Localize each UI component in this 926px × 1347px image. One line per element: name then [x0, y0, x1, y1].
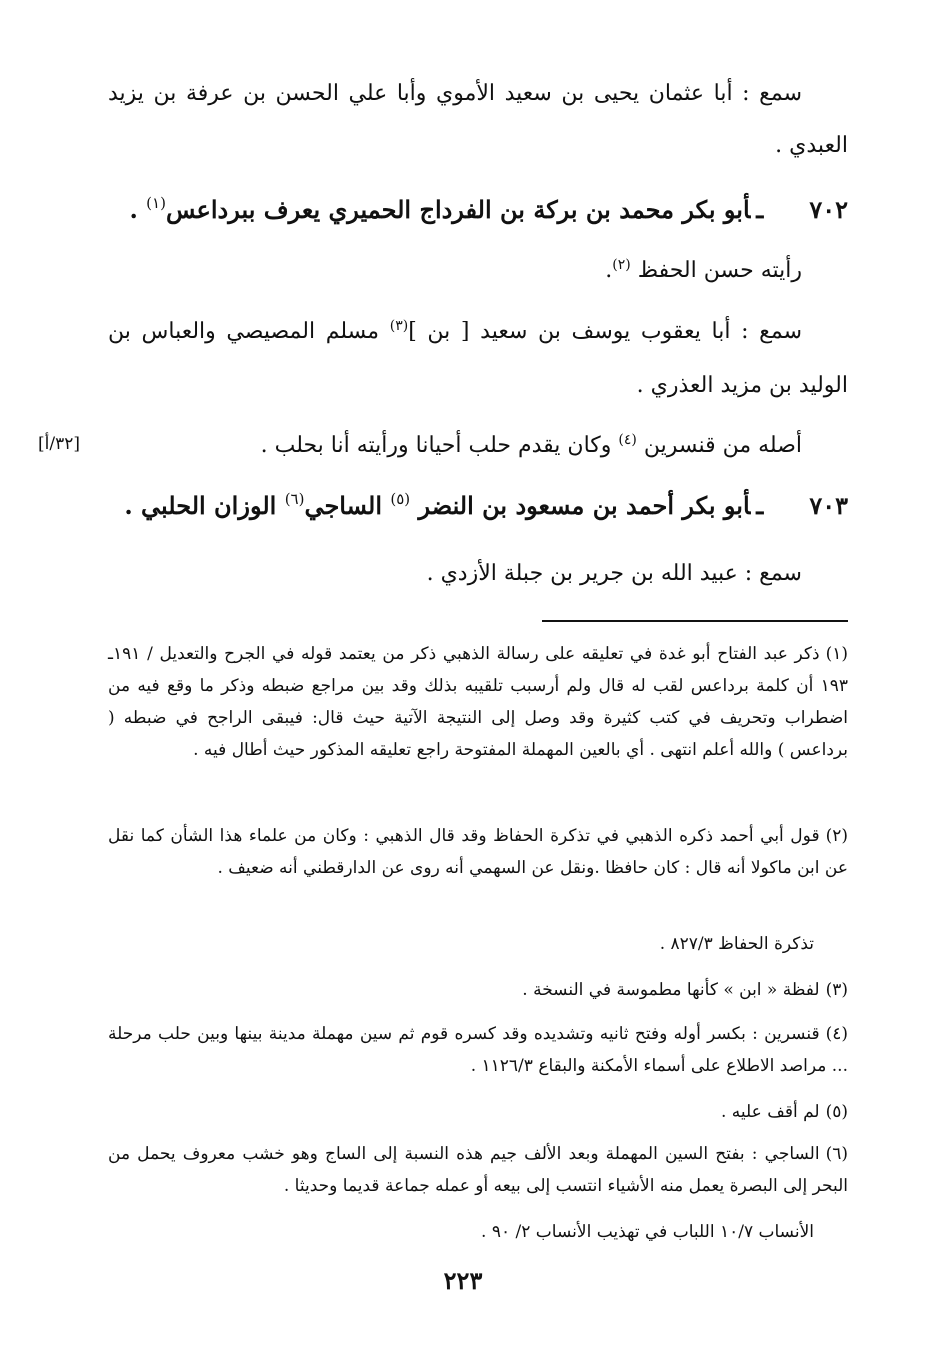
- footnote-3: (٣)لفظة « ابن » كأنها مطموسة في النسخة .: [522, 980, 848, 1000]
- footnote-4: (٤)قنسرين : بكسر أوله وفتح ثانيه وتشديده وقد كسره قوم ثم سين مهملة مدينة بينها وبين حلب مرحلة ... مراصد الاطلاع على أسماء الأمكنة والبقاع ١١٢٦/٣ .: [108, 1024, 848, 1076]
- footnote-ref-1: (١): [146, 194, 166, 212]
- footnote-1: (١)ذكر عبد الفتاح أبو غدة في تعليقه على رسالة الذهبي ذكر من يعتمد قوله في الجرح والتعديل / ١٩١ـ ١٩٣ أن كلمة برداعس لقب له قال ولم أرسبب تلقيبه بذلك وقد بين مراجع ضبطه وذكر ما وقع فيه من اضطراب وتحريف في كتب كثيرة وقد وصل إلى النتيجة الآتية حيث قال: فيبقى الراجح في ضبطه ( برداعس ) والله أعلم انتهى . أي بالعين المهملة المفتوحة راجع تعليقه المذكور حيث أطال فيه .: [108, 644, 848, 760]
- manuscript-folio-marker: [٣٢/أ]: [38, 434, 80, 454]
- footnote-5: (٥)لم أقف عليه .: [721, 1102, 848, 1122]
- paragraph-origin: أصله من قنسرين $^{(٤)}$ وكان يقدم حلب أحيانا ورأيته أنا بحلب .: [260, 432, 802, 458]
- entry-702-heading: ٧٠٢ـأبو بكر محمد بن بركة بن الفرداج الحميري يعرف ببرداعس$^{(١)}$ .: [129, 194, 848, 224]
- paragraph-saw-him: رأيته حسن الحفظ $^{(٢)}$.: [605, 257, 802, 283]
- entry-703-heading: ٧٠٣ـأبو بكر أحمد بن مسعود بن النضر $^{(٥)}$ الساجي$^{(٦)}$ الوزان الحلبي .: [124, 490, 848, 520]
- page-number: ٢٢٣: [443, 1266, 483, 1295]
- footnote-ref-4: (٤): [618, 432, 637, 448]
- footnote-ref-2: (٢): [612, 257, 631, 273]
- footnote-ref-3: (٣): [389, 318, 409, 334]
- paragraph-heard-from-2: سمع : أبا يعقوب يوسف بن سعيد [ بن ]$^{(٣)}$ مسلم المصيصي والعباس بن الوليد بن مزيد العذري .: [108, 318, 848, 398]
- footnote-ref-5: (٥): [390, 490, 411, 508]
- paragraph-heard-from-3: سمع : عبيد الله بن جرير بن جبلة الأزدي .: [426, 561, 802, 586]
- footnote-separator: [542, 620, 848, 622]
- footnote-6: (٦)الساجي : بفتح السين المهملة وبعد الألف جيم هذه النسبة إلى الساج وهو خشب معروف يحمل من البحر إلى البصرة يعمل منه الأشياء انتسب إلى بيعه أو عمله جماعة قديما وحديثا .: [108, 1144, 848, 1196]
- entry-702-number: ٧٠٢ـ: [756, 195, 848, 224]
- footnote-ref-6: (٦): [284, 490, 305, 508]
- footnote-6-source: الأنساب ١٠/٧ اللباب في تهذيب الأنساب ٢/ ٩٠ .: [481, 1222, 814, 1242]
- entry-702-name: أبو بكر محمد بن بركة بن الفرداج الحميري يعرف ببرداعس: [165, 195, 751, 224]
- paragraph-heard-from: سمع : أبا عثمان يحيى بن سعيد الأموي وأبا علي الحسن بن عرفة بن يزيد العبدي .: [108, 81, 848, 158]
- footnote-2: (٢)قول أبي أحمد ذكره الذهبي في تذكرة الحفاظ وقد قال الذهبي : وكان من علماء هذا الشأن كما نقل عن ابن ماكولا أنه قال : كان حافظا .ونقل عن السهمي أنه روى عن الدارقطني أنه ضعيف .: [108, 826, 848, 878]
- footnote-2-source: تذكرة الحفاظ ٨٢٧/٣ .: [659, 934, 814, 954]
- entry-703-number: ٧٠٣ـ: [756, 491, 848, 520]
